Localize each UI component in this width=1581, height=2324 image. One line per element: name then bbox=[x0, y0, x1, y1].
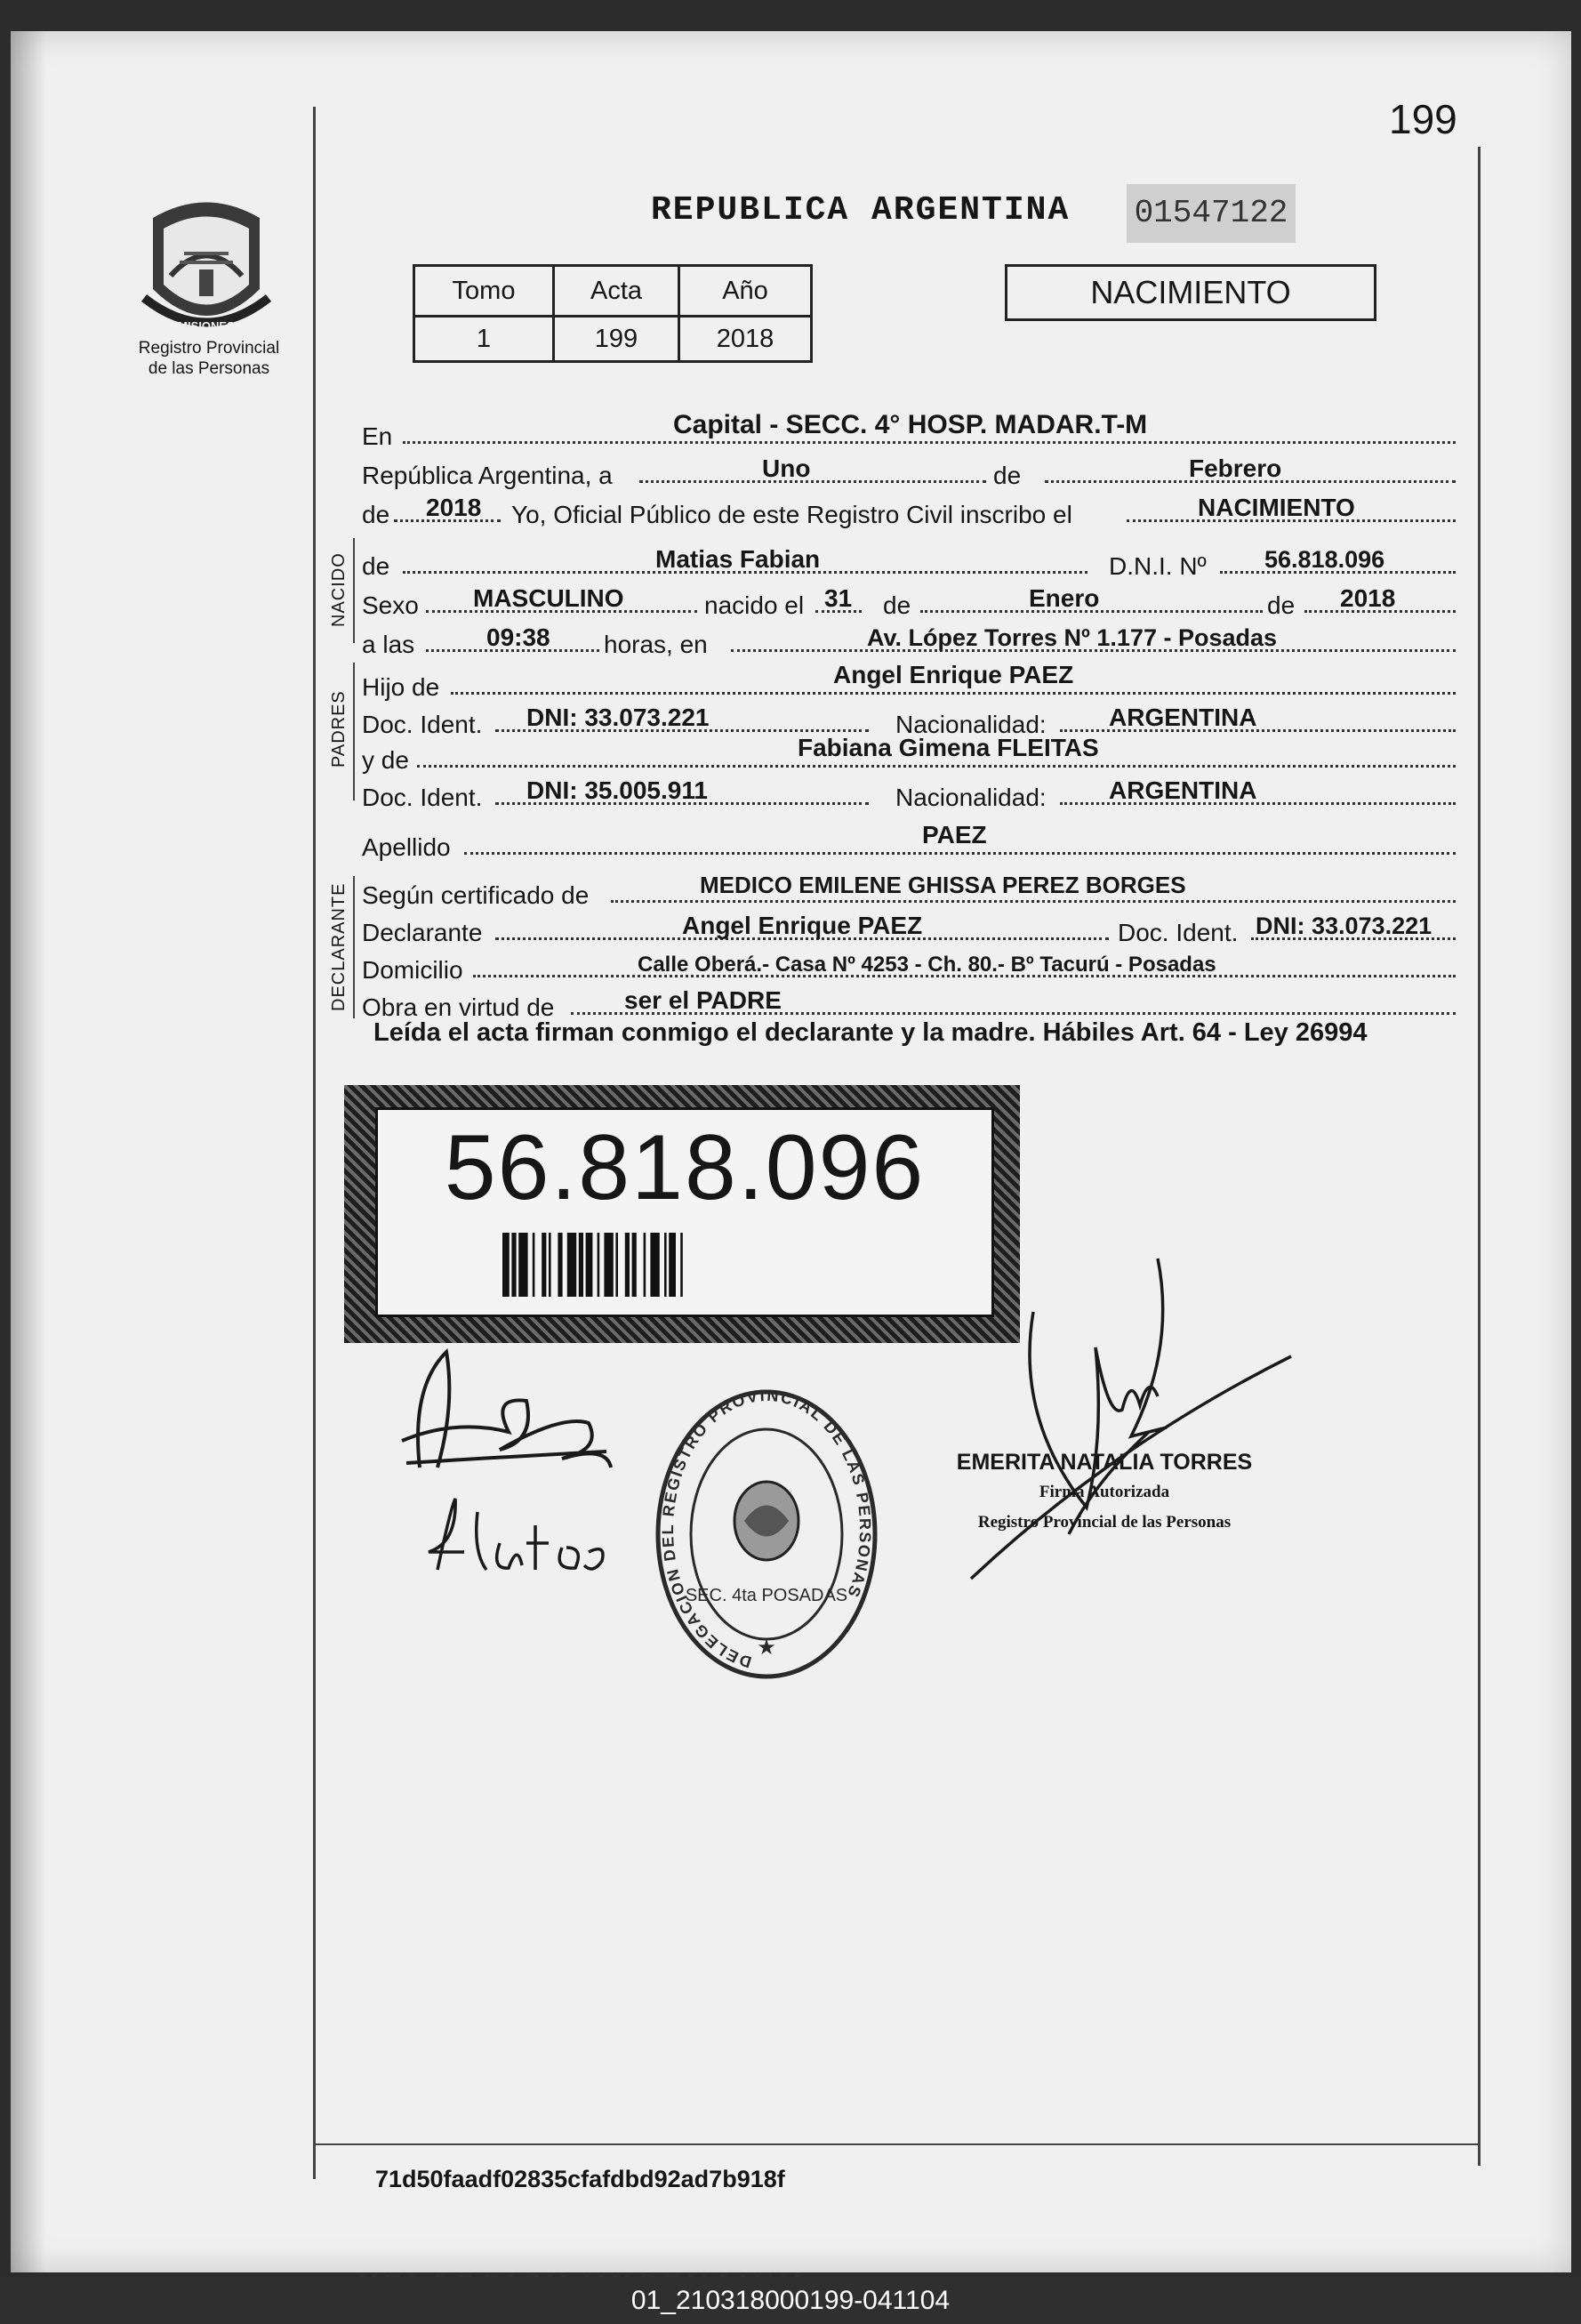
dotted-line bbox=[403, 441, 1456, 444]
declarante-value: Angel Enrique PAEZ bbox=[682, 912, 923, 939]
a-las-label: a las bbox=[362, 631, 415, 658]
mother-doc: DNI: 35.005.911 bbox=[526, 776, 708, 804]
seal-star-icon: ★ bbox=[757, 1636, 776, 1660]
birth-time: 09:38 bbox=[486, 623, 550, 651]
page-number: 199 bbox=[1389, 96, 1457, 142]
dotted-line bbox=[451, 692, 1456, 695]
apellido-label: Apellido bbox=[362, 833, 451, 861]
row-y-de bbox=[362, 736, 1456, 775]
row-hijo-de bbox=[362, 663, 1456, 702]
father-nationality: ARGENTINA bbox=[1109, 704, 1257, 731]
barcode-bar bbox=[669, 1233, 676, 1297]
mother-name: Fabiana Gimena FLEITAS bbox=[798, 734, 1099, 761]
row-inscribo bbox=[362, 490, 1456, 529]
dni-sticker-inner bbox=[375, 1107, 994, 1317]
tomo-value: 1 bbox=[414, 317, 554, 362]
barcode-bar bbox=[586, 1233, 593, 1297]
bottom-rule bbox=[313, 2143, 1478, 2145]
provincia-de-misiones-seal-icon bbox=[135, 191, 277, 342]
domicilio-value: Calle Oberá.- Casa Nº 4253 - Ch. 80.- Bº Tacurú - Posadas bbox=[638, 953, 1216, 977]
apellido-value: PAEZ bbox=[922, 821, 987, 848]
barcode-bar bbox=[518, 1233, 527, 1297]
official-name: EMERITA NATALIA TORRES bbox=[956, 1450, 1253, 1475]
official-office: Registro Provincial de las Personas bbox=[977, 1513, 1232, 1532]
day-value: Uno bbox=[762, 454, 811, 482]
document-hash: 71d50faadf02835cfafdbd92ad7b918f bbox=[375, 2166, 785, 2192]
de-label: de bbox=[362, 552, 390, 580]
nacido-section-label: NACIDO bbox=[329, 552, 349, 627]
y-de-label: y de bbox=[362, 746, 409, 774]
acta-value: 199 bbox=[554, 317, 679, 362]
declarante-doc: DNI: 33.073.221 bbox=[1256, 913, 1433, 939]
barcode-bar bbox=[644, 1233, 646, 1297]
barcode-bar bbox=[650, 1233, 659, 1297]
row-en bbox=[362, 412, 1456, 451]
en-value: Capital - SECC. 4° HOSP. MADAR.T-M bbox=[673, 410, 1148, 439]
month-value: Febrero bbox=[1189, 454, 1282, 482]
domicilio-label: Domicilio bbox=[362, 956, 463, 984]
right-margin-rule bbox=[1478, 147, 1481, 2166]
acta-header: Acta bbox=[554, 266, 679, 317]
record-type-box: NACIMIENTO bbox=[1005, 264, 1376, 321]
birth-month: Enero bbox=[1029, 584, 1100, 612]
official-seal-icon bbox=[651, 1387, 882, 1681]
declarante-section-label: DECLARANTE bbox=[329, 882, 349, 1011]
barcode-bar bbox=[511, 1233, 516, 1297]
sexo-value: MASCULINO bbox=[473, 584, 624, 612]
closing-note: Leída el acta firman conmigo el declarante y la madre. Hábiles Art. 64 - Ley 26994 bbox=[373, 1018, 1368, 1047]
declarante-bracket bbox=[353, 876, 355, 1018]
child-dni: 56.818.096 bbox=[1264, 546, 1385, 573]
de-label: de bbox=[883, 591, 911, 619]
de-label: de bbox=[993, 462, 1022, 489]
nacido-label: nacido el bbox=[704, 591, 805, 619]
barcode-bar bbox=[615, 1233, 618, 1297]
inscribo-label: Yo, Oficial Público de este Registro Civil inscribo el bbox=[511, 501, 1072, 528]
image-filename: 01_210318000199-041104 bbox=[0, 2277, 1581, 2324]
de-label: de bbox=[362, 501, 390, 528]
nacido-bracket bbox=[353, 538, 355, 643]
certificado-label: Según certificado de bbox=[362, 881, 590, 909]
serial-number: 01547122 bbox=[1127, 184, 1296, 243]
barcode-bar bbox=[680, 1233, 683, 1297]
father-doc: DNI: 33.073.221 bbox=[526, 704, 710, 731]
record-table bbox=[413, 264, 813, 363]
father-name: Angel Enrique PAEZ bbox=[833, 661, 1074, 688]
birth-day: 31 bbox=[824, 584, 853, 612]
barcode-bar bbox=[558, 1233, 562, 1297]
logo-caption-line-2: de las Personas bbox=[148, 359, 270, 378]
barcode-bar bbox=[533, 1233, 535, 1297]
dotted-line bbox=[464, 852, 1456, 855]
dotted-line bbox=[639, 480, 986, 483]
row-mother-doc bbox=[362, 773, 1456, 812]
barcode-bar bbox=[567, 1233, 576, 1297]
de-label: de bbox=[1267, 591, 1296, 619]
dni-sticker-number: 56.818.096 bbox=[444, 1116, 926, 1219]
doc-label: Doc. Ident. bbox=[362, 711, 483, 738]
father-signature bbox=[384, 1334, 624, 1494]
obra-value: ser el PADRE bbox=[624, 986, 782, 1014]
row-fecha bbox=[362, 451, 1456, 490]
row-certificado bbox=[362, 871, 1456, 910]
document-page bbox=[11, 31, 1571, 2272]
official-role: Firma Autorizada bbox=[1039, 1483, 1170, 1501]
ano-value: 2018 bbox=[679, 317, 812, 362]
barcode-bar bbox=[632, 1233, 637, 1297]
sexo-label: Sexo bbox=[362, 591, 419, 619]
barcode-bar bbox=[625, 1233, 630, 1297]
document-title: REPUBLICA ARGENTINA bbox=[651, 191, 1071, 229]
inscribo-value: NACIMIENTO bbox=[1198, 494, 1355, 521]
row-apellido bbox=[362, 823, 1456, 862]
birth-place: Av. López Torres Nº 1.177 - Posadas bbox=[867, 624, 1278, 651]
dotted-line bbox=[417, 765, 1456, 768]
barcode-icon bbox=[502, 1233, 867, 1297]
row-domicilio bbox=[362, 945, 1456, 985]
dotted-line bbox=[611, 900, 1456, 903]
row-nacido-hora bbox=[362, 620, 1456, 659]
row-declarante bbox=[362, 908, 1456, 947]
nacionalidad-label: Nacionalidad: bbox=[895, 711, 1047, 738]
logo-caption bbox=[116, 338, 302, 379]
hijo-label: Hijo de bbox=[362, 673, 440, 701]
barcode-bar bbox=[542, 1233, 546, 1297]
ano-header: Año bbox=[679, 266, 812, 317]
seal-center-text: SEC. 4ta POSADAS bbox=[685, 1586, 848, 1605]
dni-label: D.N.I. Nº bbox=[1109, 552, 1207, 580]
svg-text:MISIONES: MISIONES bbox=[178, 319, 235, 333]
barcode-bar bbox=[549, 1233, 551, 1297]
row-nacido-sexo bbox=[362, 581, 1456, 620]
padres-bracket bbox=[353, 663, 355, 800]
doc-label: Doc. Ident. bbox=[1118, 919, 1239, 946]
padres-section-label: PADRES bbox=[329, 690, 349, 768]
logo-caption-line-1: Registro Provincial bbox=[138, 339, 280, 358]
republica-label: República Argentina, a bbox=[362, 462, 613, 489]
declarante-label: Declarante bbox=[362, 919, 483, 946]
dni-sticker bbox=[344, 1085, 1020, 1343]
row-nacido-name bbox=[362, 542, 1456, 581]
year-value: 2018 bbox=[426, 494, 482, 521]
doc-label: Doc. Ident. bbox=[362, 784, 483, 811]
barcode-bar bbox=[502, 1233, 510, 1297]
tomo-header: Tomo bbox=[414, 266, 554, 317]
barcode-bar bbox=[598, 1233, 600, 1297]
barcode-bar bbox=[579, 1233, 583, 1297]
seal-ring-text: DELEGACION DEL REGISTRO PROVINCIAL DE LAS PERSONAS bbox=[659, 1387, 875, 1671]
horas-label: horas, en bbox=[604, 631, 708, 658]
obra-label: Obra en virtud de bbox=[362, 993, 555, 1021]
mother-nationality: ARGENTINA bbox=[1109, 776, 1257, 804]
certificado-value: MEDICO EMILENE GHISSA PEREZ BORGES bbox=[700, 872, 1186, 898]
official-signature bbox=[953, 1241, 1309, 1596]
barcode-bar bbox=[604, 1233, 613, 1297]
birth-year: 2018 bbox=[1340, 584, 1396, 612]
mother-signature bbox=[402, 1490, 615, 1588]
nacionalidad-label: Nacionalidad: bbox=[895, 784, 1047, 811]
child-name: Matias Fabian bbox=[655, 545, 821, 573]
barcode-bar bbox=[664, 1233, 667, 1297]
en-label: En bbox=[362, 422, 393, 450]
left-margin-rule bbox=[313, 107, 316, 2179]
